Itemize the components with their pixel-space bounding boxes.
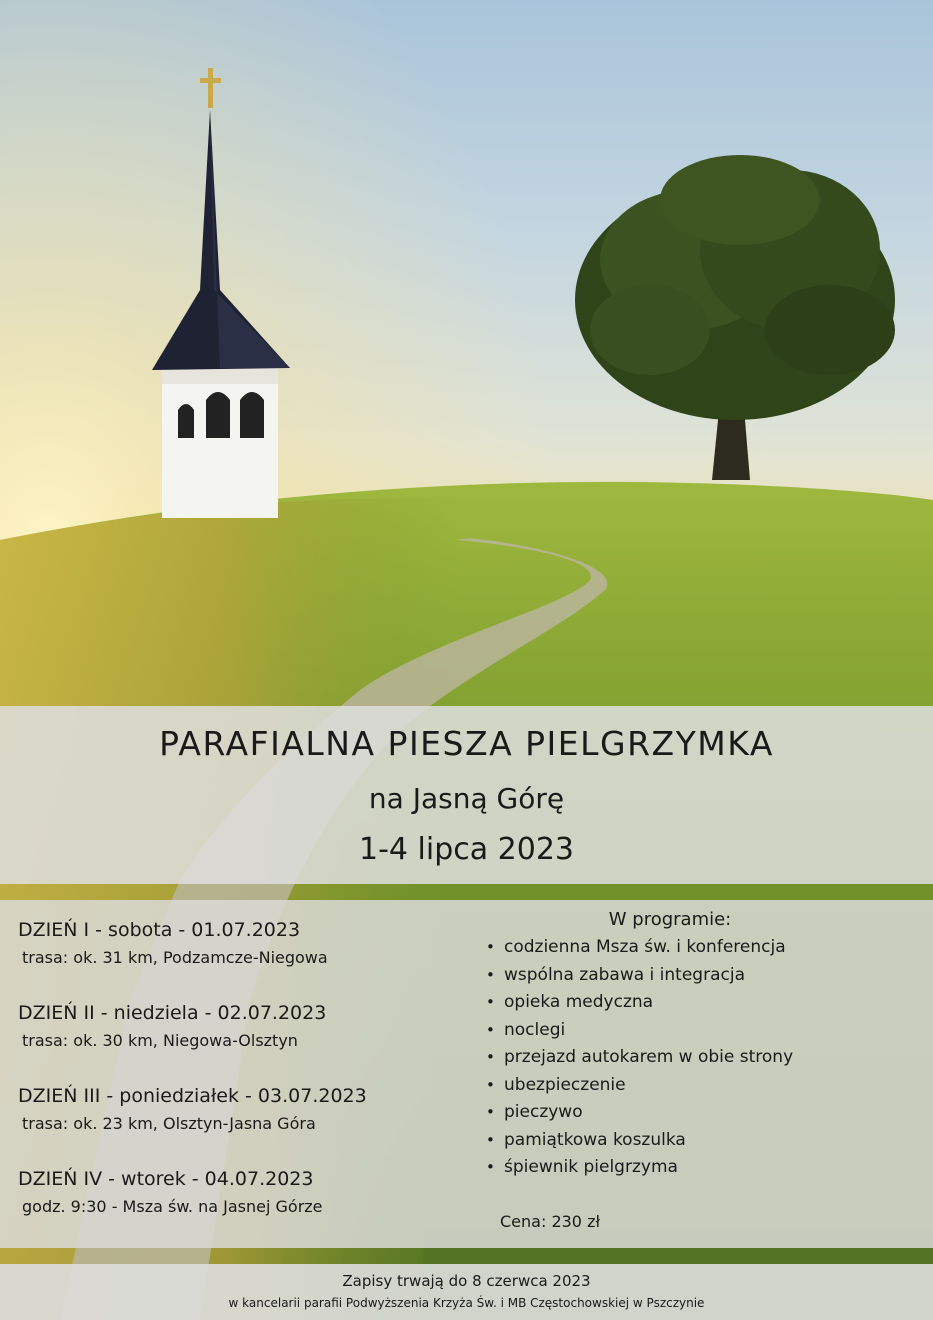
footer-panel	[0, 1264, 933, 1320]
day-detail: trasa: ok. 31 km, Podzamcze-Niegowa	[22, 948, 328, 967]
list-item: • pamiątkowa koszulka	[484, 1127, 924, 1155]
day-title: DZIEŃ IV - wtorek - 04.07.2023	[18, 1168, 314, 1190]
price-label: Cena: 230 zł	[500, 1212, 601, 1231]
list-item: • wspólna zabawa i integracja	[484, 962, 924, 990]
itinerary-day	[18, 916, 468, 970]
list-item: • ubezpieczenie	[484, 1072, 924, 1100]
day-title: DZIEŃ III - poniedziałek - 03.07.2023	[18, 1085, 367, 1107]
itinerary-day	[18, 1082, 468, 1136]
program-section	[484, 908, 924, 1182]
day-detail: trasa: ok. 23 km, Olsztyn-Jasna Góra	[22, 1114, 316, 1133]
day-detail: godz. 9:30 - Msza św. na Jasnej Górze	[22, 1197, 323, 1216]
list-item: • śpiewnik pielgrzyma	[484, 1154, 924, 1182]
program-title: W programie:	[608, 909, 732, 930]
registration-deadline: Zapisy trwają do 8 czerwca 2023	[342, 1272, 591, 1290]
day-title: DZIEŃ II - niedziela - 02.07.2023	[18, 1002, 327, 1024]
title-panel	[0, 706, 933, 884]
list-item: • noclegi	[484, 1017, 924, 1045]
list-item: • przejazd autokarem w obie strony	[484, 1044, 924, 1072]
day-detail: trasa: ok. 30 km, Niegowa-Olsztyn	[22, 1031, 298, 1050]
day-title: DZIEŃ I - sobota - 01.07.2023	[18, 919, 301, 941]
list-item: • pieczywo	[484, 1099, 924, 1127]
itinerary-day	[18, 1165, 468, 1219]
registration-location: w kancelarii parafii Podwyższenia Krzyża Św. i MB Częstochowskiej w Pszczynie	[228, 1296, 705, 1310]
program-list	[484, 934, 924, 1182]
itinerary-day	[18, 999, 468, 1053]
list-item: • codzienna Msza św. i konferencja	[484, 934, 924, 962]
event-date: 1-4 lipca 2023	[358, 832, 574, 867]
info-panel	[0, 900, 933, 1248]
page-title: PARAFIALNA PIESZA PIELGRZYMKA	[159, 724, 774, 763]
destination-subtitle: na Jasną Górę	[368, 782, 565, 815]
list-item: • opieka medyczna	[484, 989, 924, 1017]
itinerary-list	[18, 916, 468, 1248]
